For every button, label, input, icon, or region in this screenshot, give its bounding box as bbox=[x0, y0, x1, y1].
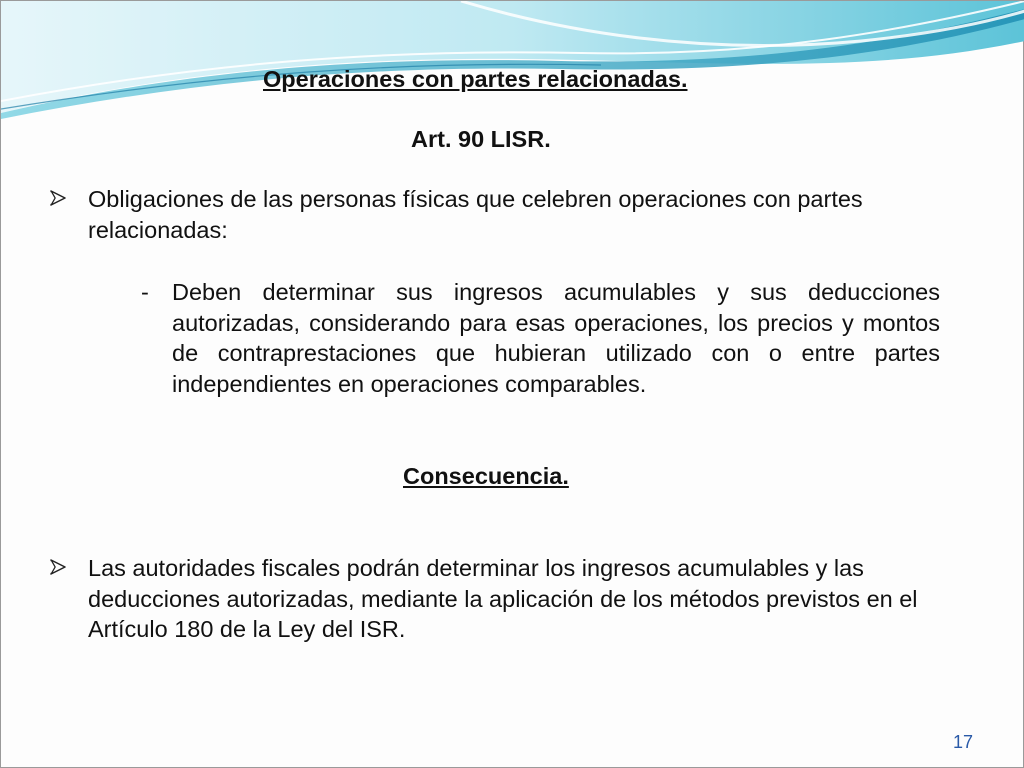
article-reference: Art. 90 LISR. bbox=[411, 126, 551, 152]
arrow-bullet-icon bbox=[49, 559, 67, 575]
sub-item-obligation: Deben determinar sus ingresos acumulables y sus deducciones autorizadas, considerando para esas operaciones, los precios y montos de contraprestaciones que hubieran utilizado con o entre partes independientes en operaciones comparables. bbox=[172, 279, 940, 397]
bullet-obligations: Obligaciones de las personas físicas que celebren operaciones con partes relacionadas: bbox=[88, 186, 863, 243]
consequence-heading: Consecuencia. bbox=[403, 463, 569, 489]
page-number: 17 bbox=[952, 732, 973, 752]
bullet-consequence: Las autoridades fiscales podrán determinar los ingresos acumulables y las deducciones autorizadas, mediante la aplicación de los métodos previstos en el Artículo 180 de la Ley del ISR. bbox=[88, 555, 918, 642]
sub-item-dash: - bbox=[141, 279, 149, 305]
slide-title: Operaciones con partes relacionadas. bbox=[263, 66, 688, 92]
arrow-bullet-icon bbox=[49, 190, 67, 206]
header-wave-decoration bbox=[1, 1, 1024, 121]
